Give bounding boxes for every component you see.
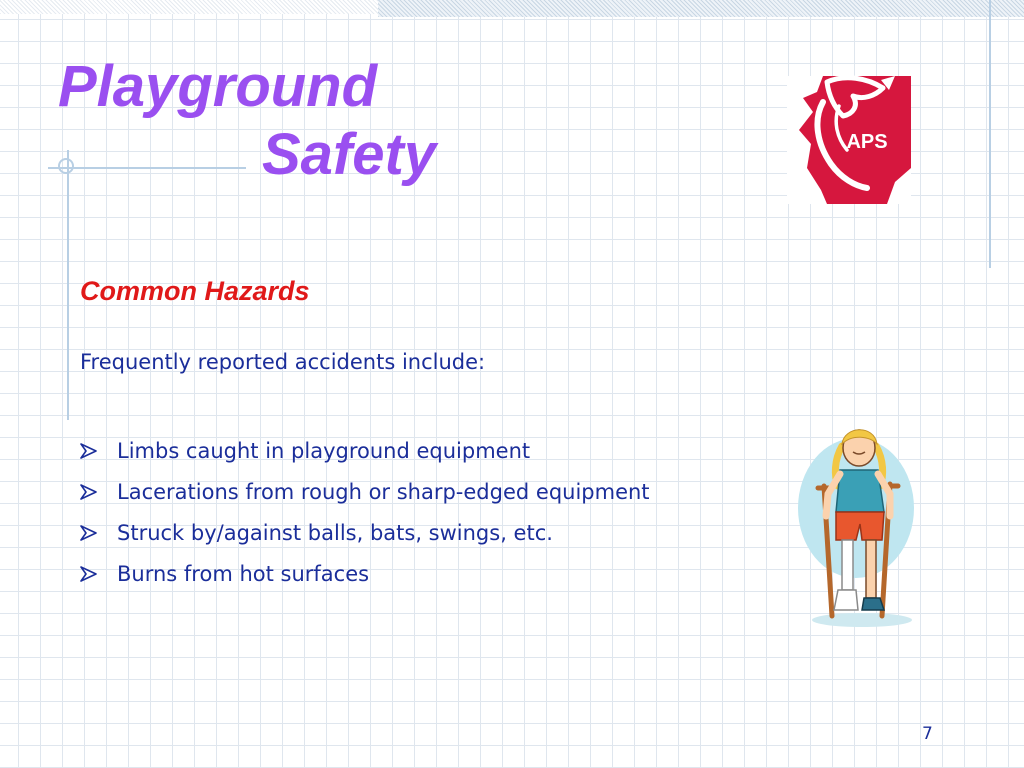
arrow-bullet-icon (80, 443, 98, 459)
bullet-text: Burns from hot surfaces (117, 561, 370, 586)
title-line-playground: Playground (58, 54, 378, 119)
list-item (80, 471, 650, 512)
page-number: 7 (922, 724, 933, 744)
aps-logo (783, 72, 915, 208)
girl-illustration (790, 420, 930, 630)
list-item (80, 512, 650, 553)
vertical-rule (67, 150, 69, 420)
header-pattern-band-dark (378, 0, 1024, 17)
list-item (80, 553, 650, 594)
bullet-text: Limbs caught in playground equipment (117, 438, 531, 463)
section-subtitle: Common Hazards (80, 276, 310, 306)
arrow-bullet-icon (80, 525, 98, 541)
rule-ring-ornament (58, 158, 74, 174)
horizontal-rule (48, 167, 246, 169)
arrow-bullet-icon (80, 484, 98, 500)
hazards-list (80, 430, 650, 594)
right-vertical-rule (989, 0, 991, 268)
bullet-text: Lacerations from rough or sharp-edged equipment (117, 479, 650, 504)
list-item (80, 430, 650, 471)
bullet-text: Struck by/against balls, bats, swings, etc. (117, 520, 553, 545)
logo-text: APS (846, 131, 888, 153)
title-line-safety: Safety (262, 122, 437, 187)
arrow-bullet-icon (80, 566, 98, 582)
girl-on-crutches-icon (790, 420, 930, 630)
intro-text: Frequently reported accidents include: (80, 350, 486, 374)
aps-apple-logo-icon (783, 72, 915, 208)
